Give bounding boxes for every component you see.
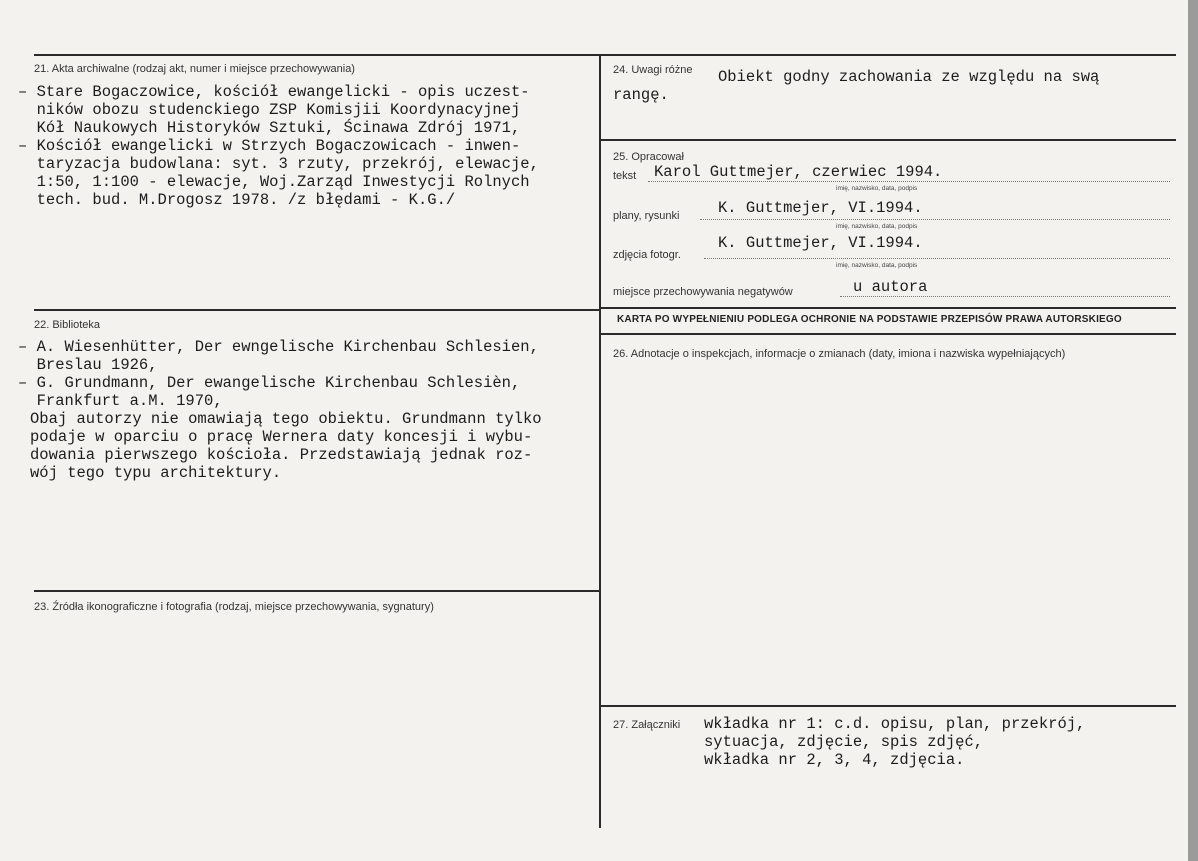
row-label-photos: zdjęcia fotogr. [613,249,681,261]
section-21-label: 21. Akta archiwalne (rodzaj akt, numer i miejsce przechowywania) [34,63,355,75]
negatives-value: u autora [853,278,928,296]
section-21-line: Kół Naukowych Historyków Sztuki, Ścinawa Zdrój 1971, [18,119,521,137]
author-photos-value: K. Guttmejer, VI.1994. [718,234,923,252]
section-22-label: 22. Biblioteka [34,319,101,331]
rule-24-25 [600,139,1176,141]
section-27-line: wkładka nr 1: c.d. opisu, plan, przekrój, [704,715,1086,733]
section-21-line: ników obozu studenckiego ZSP Komisjii Koordynacyjnej [18,101,521,119]
section-22-line: – A. Wiesenhütter, Der ewngelische Kirchenbau Schlesien, [18,338,539,356]
section-22-line: dowania pierwszego kościoła. Przedstawiają jednak roz- [30,446,533,464]
row-label-plans: plany, rysunki [613,210,680,222]
section-27-line: sytuacja, zdjęcie, spis zdjęć, [704,733,984,751]
section-22-line: Obaj autorzy nie omawiają tego obiektu. Grundmann tylko [30,410,542,428]
section-24-line: rangę. [613,86,669,104]
section-26-label: 26. Adnotacje o inspekcjach, informacje o zmianach (daty, imiona i nazwiska wypełniających) [613,348,1066,360]
center-divider [599,54,601,828]
row-label-text: tekst [613,170,637,182]
dotted-line [704,258,1170,259]
dotted-line [700,219,1170,220]
section-22-line: Frankfurt a.M. 1970, [18,392,223,410]
rule-22-23 [34,590,600,592]
author-plans-value: K. Guttmejer, VI.1994. [718,199,923,217]
top-rule [34,54,1176,56]
section-27-label: 27. Załączniki [613,719,681,731]
section-27-line: wkładka nr 2, 3, 4, zdjęcia. [704,751,965,769]
section-24-line: Obiekt godny zachowania ze względu na swą [718,68,1100,86]
section-22-line: – G. Grundmann, Der ewangelische Kirchenbau Schlesièn, [18,374,521,392]
field-caption: imię, nazwisko, data, podpis [836,185,918,192]
section-24-label: 24. Uwagi różne [613,64,693,76]
section-23-label: 23. Źródła ikonograficzne i fotografia (rodzaj, miejsce przechowywania, sygnatury) [34,601,434,613]
field-caption: imię, nazwisko, data, podpis [836,223,918,230]
dotted-line [648,181,1170,182]
rule-21-22 [34,309,600,311]
section-22-line: wój tego typu architektury. [30,464,282,482]
field-caption: imię, nazwisko, data, podpis [836,262,918,269]
section-22-line: podaje w oparciu o pracę Wernera daty koncesji i wybu- [30,428,533,446]
section-21-line: – Stare Bogaczowice, kościół ewangelicki - opis uczest- [18,83,530,101]
author-text-value: Karol Guttmejer, czerwiec 1994. [654,163,943,181]
section-22-line: Breslau 1926, [18,356,158,374]
section-25-label: 25. Opracował [613,151,684,163]
card-edge [1188,0,1198,861]
section-21-line: – Kościół ewangelicki w Strzych Bogaczowicach - inwen- [18,137,521,155]
section-21-line: tech. bud. M.Drogosz 1978. /z błędami - K.G./ [18,191,456,209]
rule-25-notice [600,307,1176,309]
section-21-line: 1:50, 1:100 - elewacje, Woj.Zarząd Inwestycji Rolnych [18,173,530,191]
dotted-line [840,296,1170,297]
rule-notice-26 [600,333,1176,335]
copyright-notice: KARTA PO WYPEŁNIENIU PODLEGA OCHRONIE NA PODSTAWIE PRZEPISÓW PRAWA AUTORSKIEGO [617,314,1122,325]
rule-26-27 [600,705,1176,707]
negatives-label: miejsce przechowywania negatywów [613,286,793,298]
section-21-line: taryzacja budowlana: syt. 3 rzuty, przekrój, elewacje, [18,155,539,173]
